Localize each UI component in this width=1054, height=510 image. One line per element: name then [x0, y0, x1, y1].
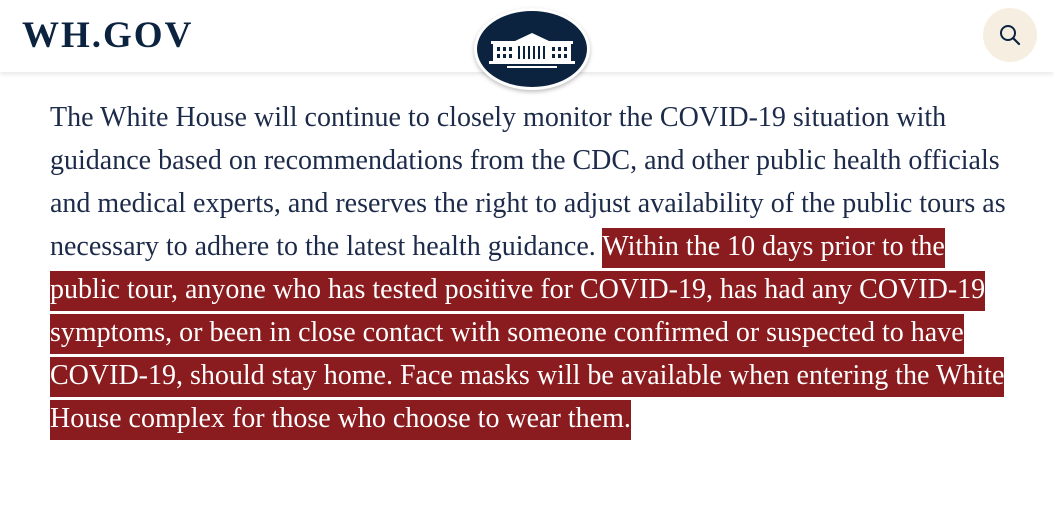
search-icon	[999, 24, 1021, 46]
article-paragraph	[50, 96, 1010, 440]
paragraph-text: The White House will continue to closely monitor the COVID-19 situation with guidance based on recommendations from the CDC, and other public health officials and medical experts, and reserves the right to adjust availability of the public tours as necessary to adhere to the latest health guidance.	[50, 102, 1006, 262]
site-logo-link[interactable]: WH.GOV	[22, 15, 194, 56]
site-header	[0, 0, 1054, 72]
white-house-seal-icon[interactable]	[474, 8, 590, 90]
highlighted-text: Within the 10 days prior to the public tour, anyone who has tested positive for COVID-19, has had any COVID-19 symptoms, or been in close contact with someone confirmed or suspected to have COVID-19, should stay home. Face masks will be available when entering the White House complex for those who choose to wear them.	[50, 228, 1004, 440]
search-button[interactable]	[983, 8, 1037, 62]
